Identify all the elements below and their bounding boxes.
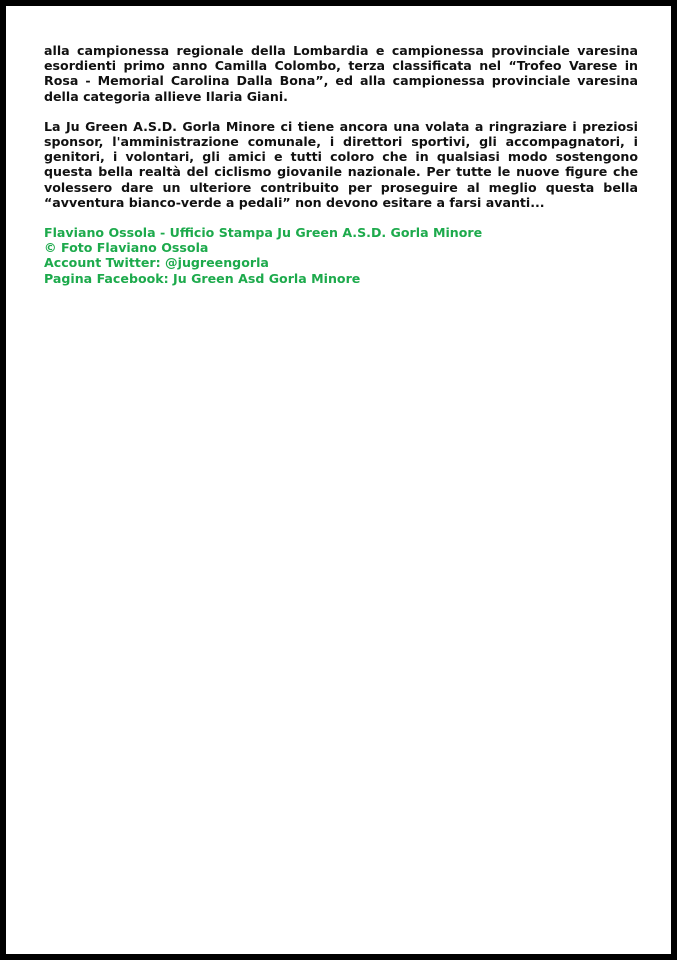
credit-press-office: Flaviano Ossola - Ufficio Stampa Ju Green A.S.D. Gorla Minore xyxy=(44,225,483,241)
credit-photo: © Foto Flaviano Ossola xyxy=(44,240,209,256)
credit-twitter: Account Twitter: @jugreengorla xyxy=(44,255,269,271)
document-body xyxy=(44,43,638,286)
credit-facebook: Pagina Facebook: Ju Green Asd Gorla Minore xyxy=(44,270,361,286)
paragraph-winners: alla campionessa regionale della Lombardia e campionessa provinciale varesina esordienti primo anno Camilla Colombo, terza classificata nel “Trofeo Varese in Rosa - Memorial Carolina Dalla Bona”, ed alla campionessa provinciale varesina della categoria allieve Ilaria Giani. xyxy=(44,43,638,104)
credits-block xyxy=(44,225,638,286)
document-page xyxy=(6,6,671,954)
paragraph-thanks: La Ju Green A.S.D. Gorla Minore ci tiene ancora una volata a ringraziare i preziosi sponsor, l'amministrazione comunale, i direttori sportivi, gli accompagnatori, i genitori, i volontari, gli amici e tutti coloro che in qualsiasi modo sostengono questa bella realtà del ciclismo giovanile nazionale. Per tutte le nuove figure che volessero dare un ulteriore contribuito per proseguire al meglio questa bella “avventura bianco-verde a pedali” non devono esitare a farsi avanti... xyxy=(44,118,638,210)
